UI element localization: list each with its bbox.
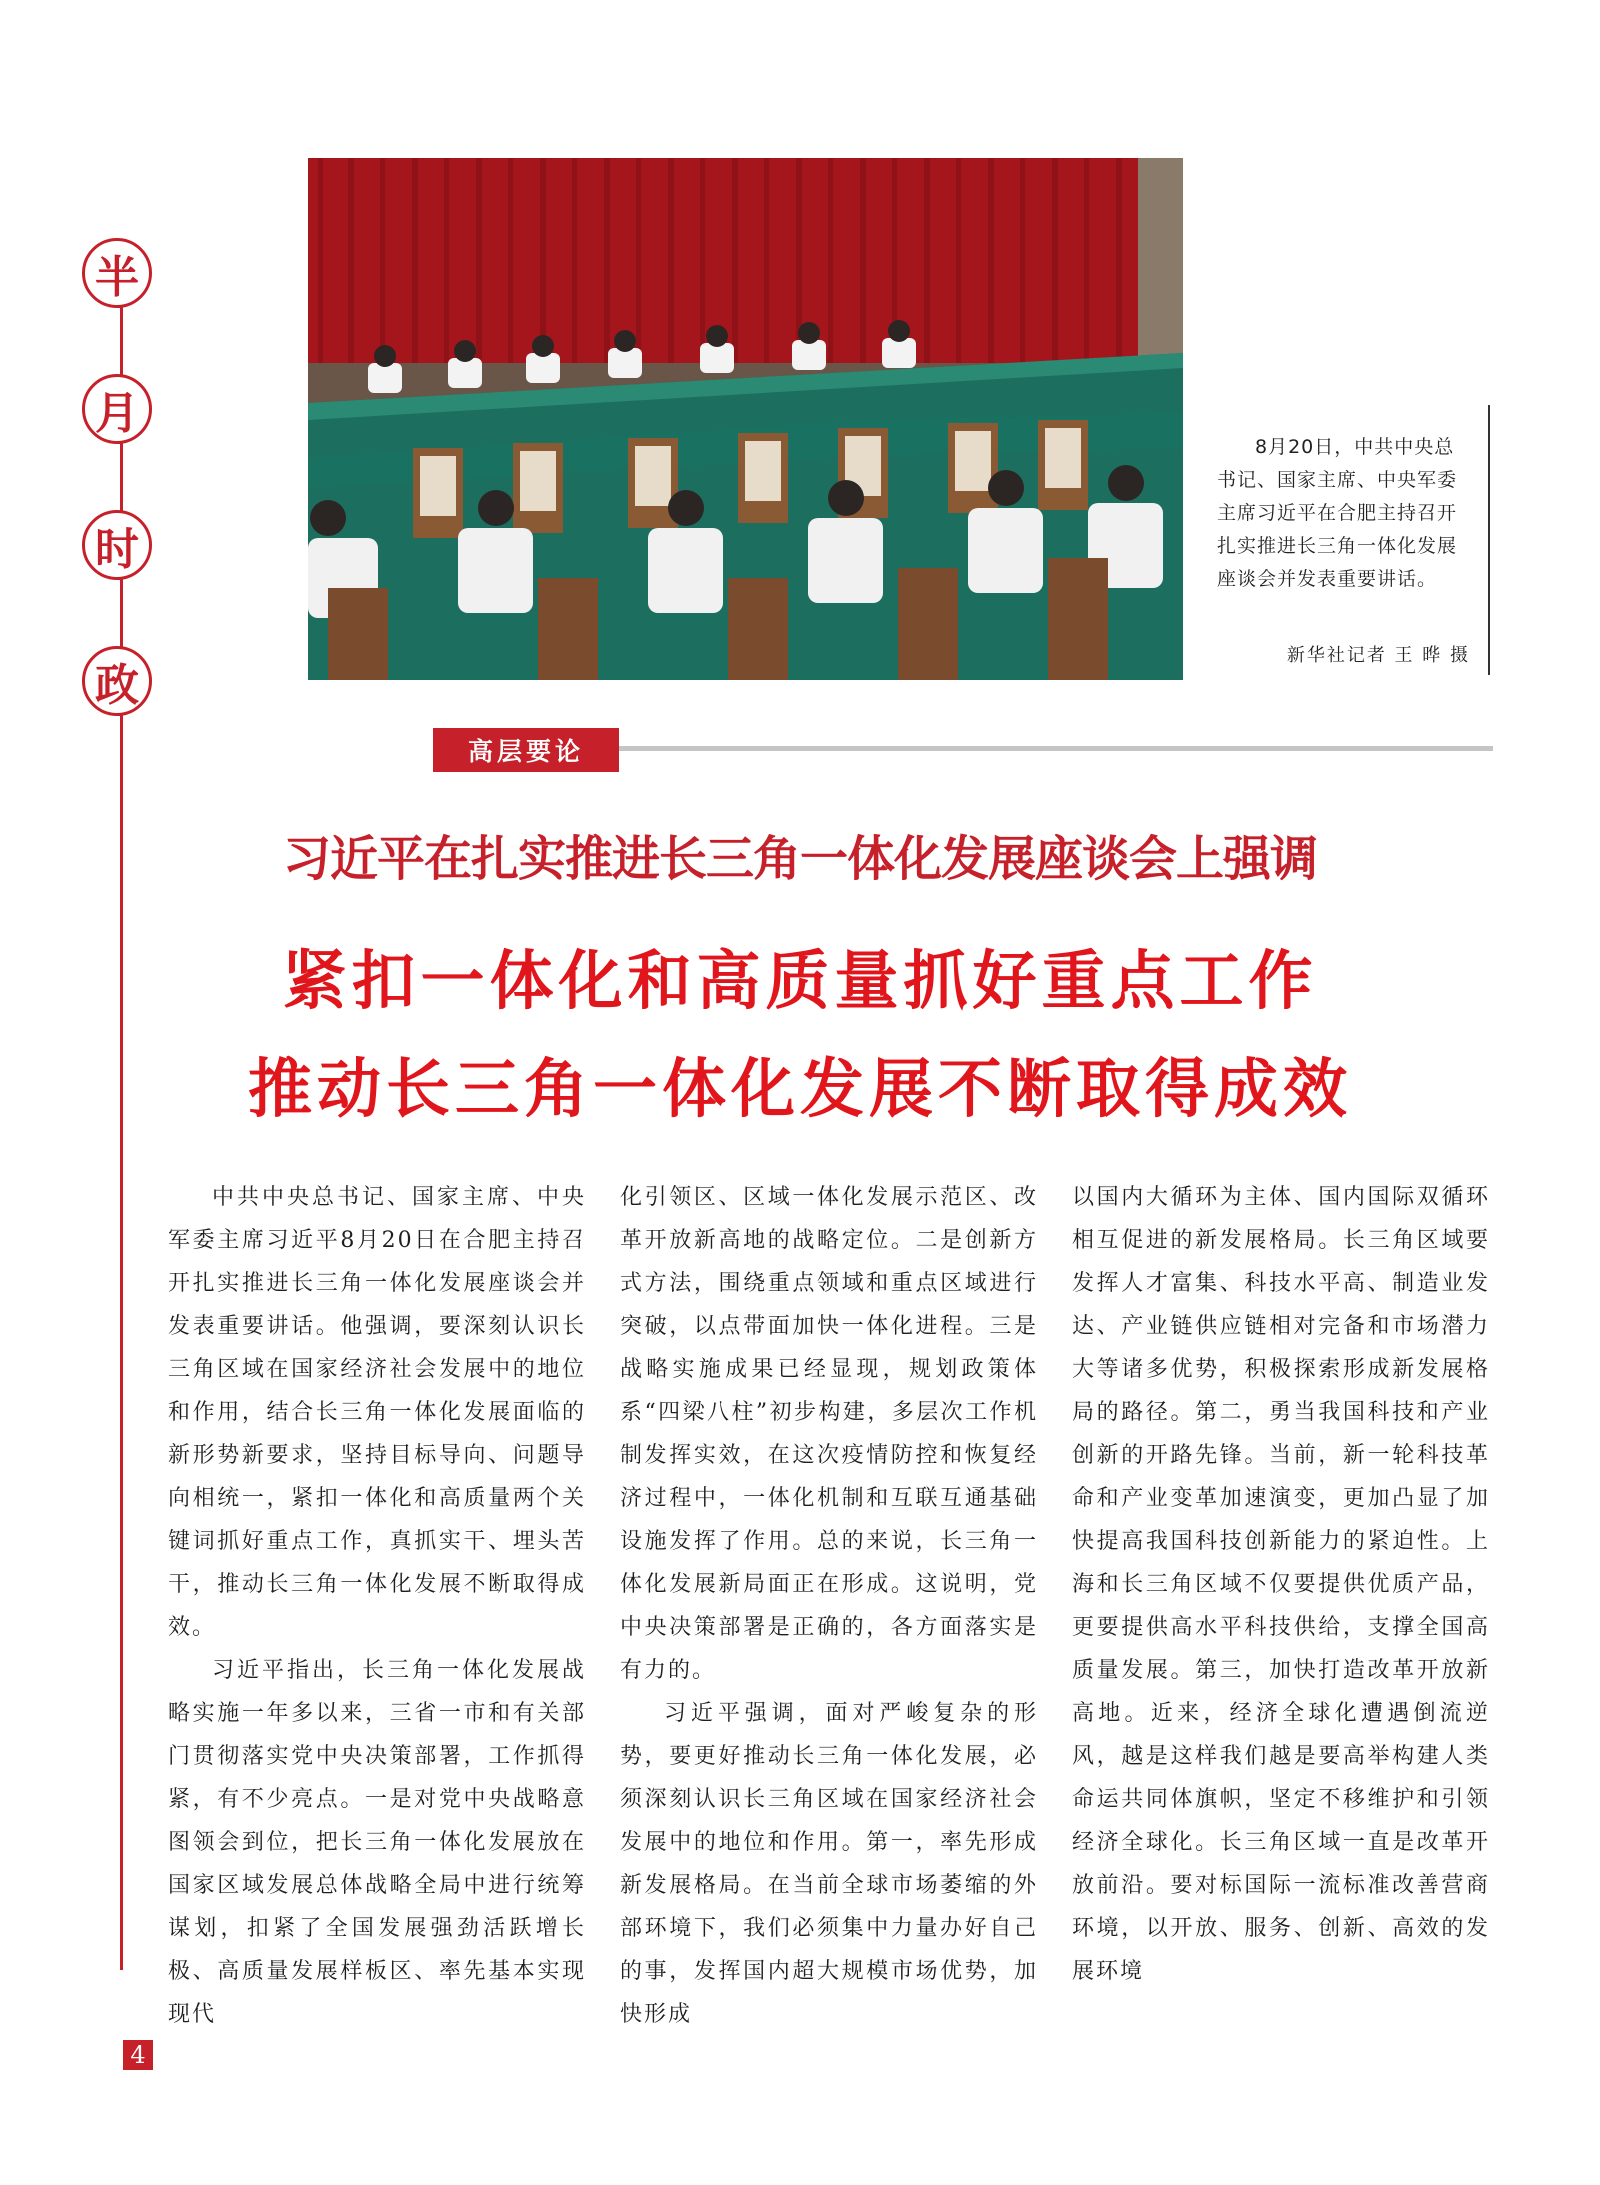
section-tag: 高层要论 (433, 728, 619, 772)
meeting-photo (308, 158, 1183, 680)
page-number: 4 (123, 2040, 153, 2070)
article-subhead: 习近平在扎实推进长三角一体化发展座谈会上强调 (282, 831, 1317, 887)
article-paragraph: 以国内大循环为主体、国内国际双循环相互促进的新发展格局。长三角区域要发挥人才富集、科技水平高、制造业发达、产业链供应链相对完备和市场潜力大等诸多优势，积极探索形成新发展格局的路径。第二，勇当我国科技和产业创新的开路先锋。当前，新一轮科技革命和产业变革加速演变，更加凸显了加快提高我国科技创新能力的紧迫性。上海和长三角区域不仅要提供优质产品，更要提供高水平科技供给，支撑全国高质量发展。第三，加快打造改革开放新高地。近来，经济全球化遭遇倒流逆风，越是这样我们越是要高举构建人类命运共同体旗帜，坚定不移维护和引领经济全球化。长三角区域一直是改革开放前沿。要对标国际一流标准改善营商环境，以开放、服务、创新、高效的发展环境 (1072, 1185, 1490, 1984)
article-paragraph: 习近平指出，长三角一体化发展战略实施一年多以来，三省一市和有关部门贯彻落实党中央决策部署，工作抓得紧，有不少亮点。一是对党中央战略意图领会到位，把长三角一体化发展放在国家区域发展总体战略全局中进行统筹谋划，扣紧了全国发展强劲活跃增长极、高质量发展样板区、率先基本实现现代 (168, 1658, 586, 2027)
photo-caption: 8月20日，中共中央总书记、国家主席、中央军委主席习近平在合肥主持召开扎实推进长三角一体化发展座谈会并发表重要讲话。 (1217, 436, 1458, 590)
article-column-3 (1072, 1176, 1490, 1993)
section-rule (619, 746, 1493, 751)
column-label (82, 238, 162, 782)
article-paragraph: 中共中央总书记、国家主席、中央军委主席习近平8月20日在合肥主持召开扎实推进长三角一体化发展座谈会并发表重要讲话。他强调，要深刻认识长三角区域在国家经济社会发展中的地位和作用，结合长三角一体化发展面临的新形势新要求，坚持目标导向、问题导向相统一，紧扣一体化和高质量两个关键词抓好重点工作，真抓实干、埋头苦干，推动长三角一体化发展不断取得成效。 (168, 1185, 586, 1640)
column-label-char: 政 (82, 646, 152, 716)
article-paragraph: 化引领区、区域一体化发展示范区、改革开放新高地的战略定位。二是创新方式方法，围绕重点领域和重点区域进行突破，以点带面加快一体化进程。三是战略实施成果已经显现，规划政策体系“四梁八柱”初步构建，多层次工作机制发挥实效，在这次疫情防控和恢复经济过程中，一体化机制和互联互通基础设施发挥了作用。总的来说，长三角一体化发展新局面正在形成。这说明，党中央决策部署是正确的，各方面落实是有力的。 (620, 1185, 1038, 1683)
article-paragraph: 习近平强调，面对严峻复杂的形势，要更好推动长三角一体化发展，必须深刻认识长三角区域在国家经济社会发展中的地位和作用。第一，率先形成新发展格局。在当前全球市场萎缩的外部环境下，我们必须集中力量办好自己的事，发挥国内超大规模市场优势，加快形成 (620, 1701, 1038, 2027)
article-headline-line-2: 推动长三角一体化发展不断取得成效 (248, 1053, 1352, 1127)
article-column-2 (620, 1176, 1038, 2036)
article-headline-line-1: 紧扣一体化和高质量抓好重点工作 (282, 945, 1318, 1019)
article-column-1 (168, 1176, 586, 2036)
photo-caption-box (1183, 405, 1490, 675)
photo-credit: 新华社记者 王 晔 摄 (1286, 645, 1470, 666)
meeting-photo-illustration (308, 158, 1183, 680)
column-label-char: 月 (82, 374, 152, 444)
column-label-char: 时 (82, 510, 152, 580)
column-label-char: 半 (82, 238, 152, 308)
